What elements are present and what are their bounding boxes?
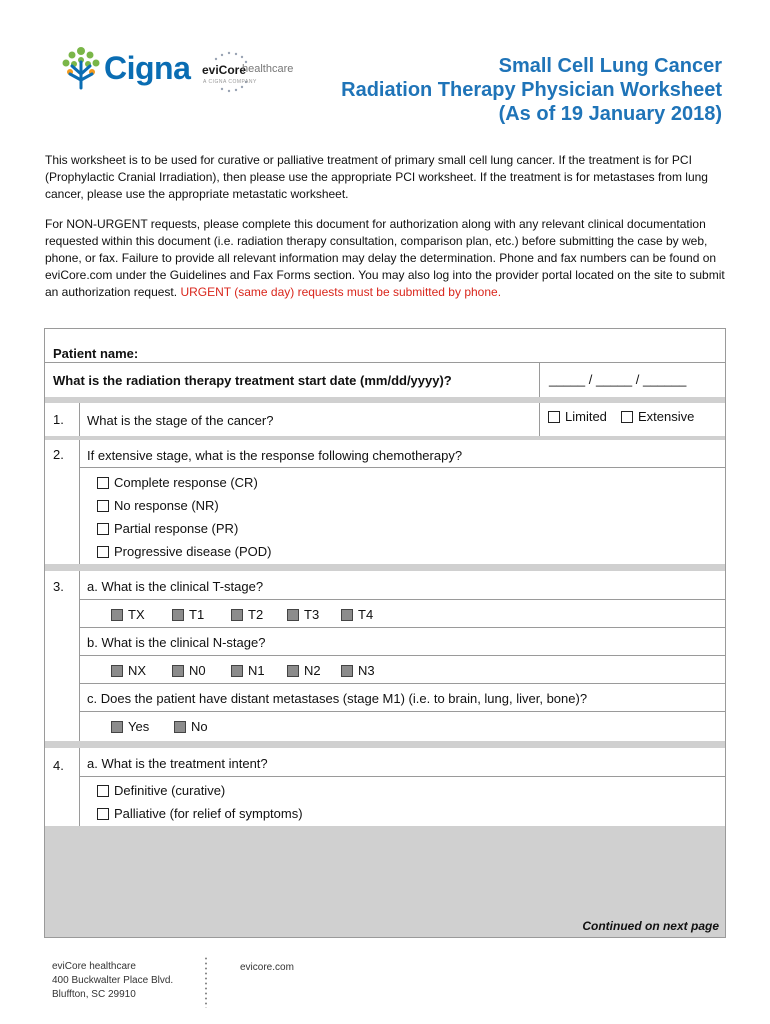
metastases-question: c. Does the patient have distant metastases (stage M1) (i.e. to brain, lung, liver, bone)?: [87, 691, 588, 706]
divider: [539, 362, 540, 397]
intro-paragraph-2-body: For NON-URGENT requests, please complete this document for authorization along with any relevant clinical documentation requested within this document (i.e. radiation therapy consultation, comparison plan, etc.) before submitting the case by web, phone, or fax. Failure to provide all relevant information may delay the determination. Phone and fax numbers can be found on eviCore.com under the Guidelines and Fax Forms section. You may also log into the provider portal located on the site to submit an authorization request.: [45, 217, 725, 299]
patient-section: [45, 329, 725, 397]
option-definitive[interactable]: [97, 783, 225, 798]
checkbox[interactable]: [287, 609, 299, 621]
divider: [79, 776, 725, 777]
option-limited[interactable]: [548, 409, 607, 424]
question-3-number: 3.: [53, 579, 64, 594]
n-stage-question: b. What is the clinical N-stage?: [87, 635, 266, 650]
divider: [539, 403, 540, 436]
document-title: [341, 54, 722, 126]
checkbox[interactable]: [97, 785, 109, 797]
divider: [79, 748, 80, 826]
option-label: N3: [358, 663, 375, 678]
checkbox[interactable]: [341, 609, 353, 621]
start-date-label: What is the radiation therapy treatment start date (mm/dd/yyyy)?: [53, 373, 452, 388]
option-label: T2: [248, 607, 264, 622]
footer-company: eviCore healthcare: [52, 961, 136, 972]
checkbox[interactable]: [97, 500, 109, 512]
checkbox[interactable]: [287, 665, 299, 677]
divider: [79, 683, 725, 684]
checkbox[interactable]: [111, 665, 123, 677]
divider: [79, 403, 80, 436]
option-t2[interactable]: [231, 607, 263, 622]
checkbox[interactable]: [97, 808, 109, 820]
option-yes[interactable]: [111, 719, 149, 734]
divider: [79, 467, 725, 468]
title-line-3: (As of 19 January 2018): [498, 103, 722, 125]
option-label: T1: [189, 607, 205, 622]
divider: [79, 571, 80, 741]
urgent-notice: URGENT (same day) requests must be submitted by phone.: [180, 285, 502, 299]
footer-address-line-1: 400 Buckwalter Place Blvd.: [52, 975, 174, 986]
question-2-row: [45, 440, 725, 564]
start-date-field[interactable]: _____ / _____ / ______: [549, 372, 687, 387]
option-extensive-label: Extensive: [638, 409, 695, 424]
continued-note: Continued on next page: [582, 919, 719, 933]
checkbox[interactable]: [97, 477, 109, 489]
checkbox[interactable]: [621, 411, 633, 423]
option-label: T3: [304, 607, 320, 622]
cigna-wordmark: Cigna: [104, 50, 191, 86]
question-1-number: 1.: [53, 412, 64, 427]
option-nr[interactable]: [97, 498, 219, 513]
option-label: Yes: [128, 719, 150, 734]
option-n1[interactable]: [231, 663, 265, 678]
cigna-tree-icon: [60, 44, 102, 92]
title-line-2: Radiation Therapy Physician Worksheet: [341, 79, 722, 101]
option-label: Complete response (CR): [114, 475, 258, 490]
checkbox[interactable]: [97, 546, 109, 558]
option-pr[interactable]: [97, 521, 238, 536]
checkbox[interactable]: [111, 609, 123, 621]
option-no[interactable]: [174, 719, 208, 734]
option-label: Definitive (curative): [114, 783, 226, 798]
checkbox[interactable]: [172, 665, 184, 677]
question-1-text: What is the stage of the cancer?: [87, 413, 274, 428]
footer-address: [52, 960, 173, 1002]
patient-name-label: Patient name:: [53, 346, 139, 361]
option-pod[interactable]: [97, 544, 272, 559]
option-label: N1: [248, 663, 265, 678]
option-label: Progressive disease (POD): [114, 544, 272, 559]
question-1-row: [45, 403, 725, 436]
option-label: Partial response (PR): [114, 521, 239, 536]
divider: [45, 362, 725, 363]
question-4-number: 4.: [53, 758, 64, 773]
divider: [79, 599, 725, 600]
worksheet-form: [44, 328, 726, 938]
footer-divider: [205, 956, 207, 1008]
question-2-text: If extensive stage, what is the response following chemotherapy?: [87, 448, 463, 463]
checkbox[interactable]: [231, 665, 243, 677]
question-2-number: 2.: [53, 447, 64, 462]
checkbox[interactable]: [97, 523, 109, 535]
checkbox[interactable]: [172, 609, 184, 621]
option-cr[interactable]: [97, 475, 258, 490]
evicore-logo: [202, 50, 312, 94]
option-n2[interactable]: [287, 663, 321, 678]
question-4-text: a. What is the treatment intent?: [87, 756, 268, 771]
divider: [79, 655, 725, 656]
option-palliative[interactable]: [97, 806, 303, 821]
divider: [79, 627, 725, 628]
question-3-row: [45, 571, 725, 741]
checkbox[interactable]: [111, 721, 123, 733]
divider: [79, 711, 725, 712]
checkbox[interactable]: [548, 411, 560, 423]
intro-paragraph-2: [45, 216, 725, 301]
option-t4[interactable]: [341, 607, 373, 622]
evicore-wordmark: eviCore: [202, 63, 247, 77]
option-t1[interactable]: [172, 607, 204, 622]
option-limited-label: Limited: [565, 409, 607, 424]
option-n3[interactable]: [341, 663, 375, 678]
footer-address-line-2: Bluffton, SC 29910: [52, 989, 136, 1000]
cigna-logo: [60, 44, 200, 96]
option-nx[interactable]: [111, 663, 146, 678]
option-label: Palliative (for relief of symptoms): [114, 806, 303, 821]
option-label: N0: [189, 663, 206, 678]
checkbox[interactable]: [341, 665, 353, 677]
intro-paragraph-1: This worksheet is to be used for curative or palliative treatment of primary small cell lung cancer. If the treatment is for PCI (Prophylactic Cranial Irradiation), then please use the appropriate PCI worksheet. If the treatment is for metastases from lung cancer, please use the appropriate metastatic worksheet.: [45, 153, 708, 201]
intro-text: [45, 152, 725, 314]
title-line-1: Small Cell Lung Cancer: [498, 55, 722, 77]
option-extensive[interactable]: [621, 409, 694, 424]
footer-url[interactable]: evicore.com: [240, 962, 294, 973]
option-label: NX: [128, 663, 147, 678]
option-t3[interactable]: [287, 607, 319, 622]
evicore-subtitle: A CIGNA COMPANY: [203, 79, 257, 85]
option-label: No response (NR): [114, 498, 219, 513]
divider: [79, 440, 80, 564]
checkbox[interactable]: [174, 721, 186, 733]
option-label: TX: [128, 607, 145, 622]
option-n0[interactable]: [172, 663, 206, 678]
option-label: N2: [304, 663, 321, 678]
option-label: T4: [358, 607, 374, 622]
checkbox[interactable]: [231, 609, 243, 621]
evicore-healthcare-text: healthcare: [242, 63, 294, 75]
t-stage-question: a. What is the clinical T-stage?: [87, 579, 264, 594]
question-4-row: [45, 748, 725, 826]
option-label: No: [191, 719, 208, 734]
option-tx[interactable]: [111, 607, 145, 622]
